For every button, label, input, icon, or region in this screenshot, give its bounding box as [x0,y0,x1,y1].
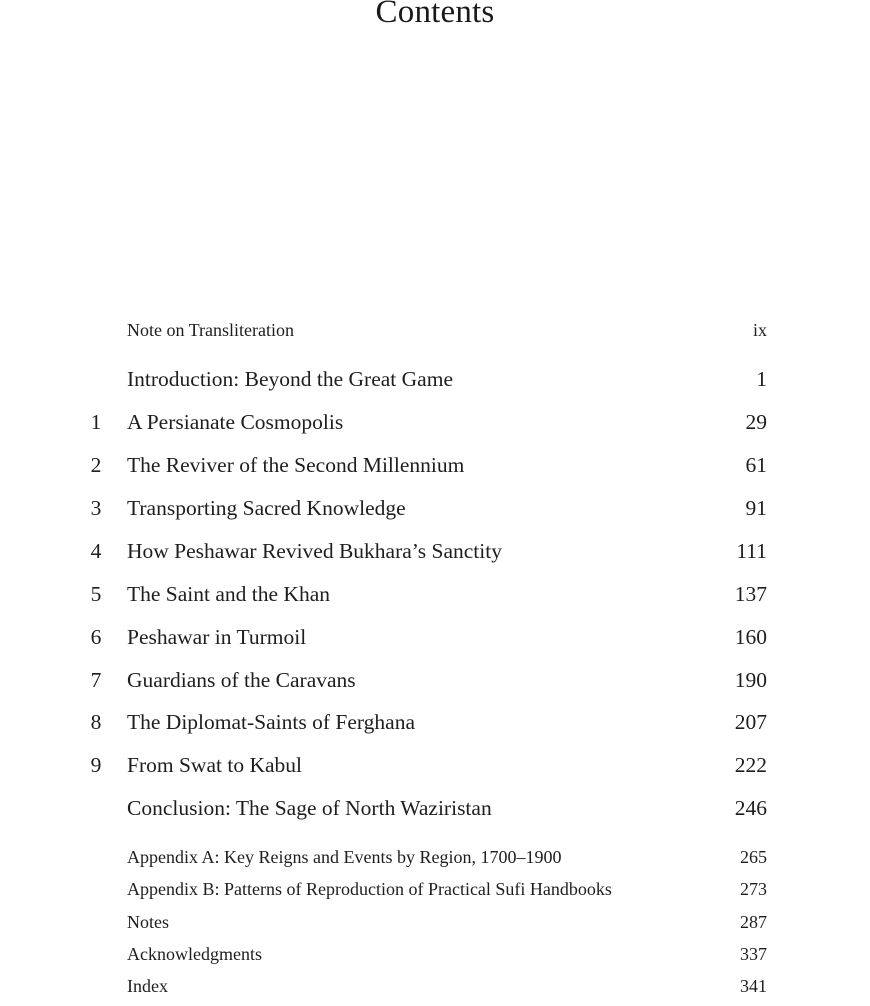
toc-entry-acknowledgments[interactable] [0,944,870,974]
chapter-number: 2 [90,453,102,477]
toc-entry-label: Acknowledgments [127,944,262,964]
chapter-number: 4 [90,539,102,563]
toc-entry-chapter-8[interactable] [0,710,870,740]
toc-entry-page: 137 [734,582,767,606]
toc-entry-page: 287 [740,912,767,932]
toc-entry-page: 61 [745,453,767,477]
toc-entry-page: 207 [734,710,767,734]
toc-entry-page: 111 [736,539,767,563]
toc-entry-label: Notes [127,912,169,932]
toc-entry-page: 160 [734,625,767,649]
toc-entry-chapter-2[interactable] [0,453,870,483]
toc-entry-appendix-a[interactable] [0,847,870,877]
toc-entry-label: The Saint and the Khan [127,582,331,606]
toc-entry-label: The Reviver of the Second Millennium [127,453,465,477]
toc-entry-notes[interactable] [0,912,870,942]
toc-entry-chapter-1[interactable] [0,410,870,440]
toc-entry-page: 246 [734,796,767,820]
chapter-number: 7 [90,668,102,692]
toc-entry-label: How Peshawar Revived Bukhara’s Sanctity [127,539,502,563]
page-title: Contents [375,0,495,30]
toc-entry-label: Transporting Sacred Knowledge [127,496,406,520]
toc-entry-page: 265 [740,847,767,867]
toc-entry-page: 273 [740,879,767,899]
toc-entry-page: 91 [745,496,767,520]
toc-entry-chapter-9[interactable] [0,753,870,783]
toc-entry-chapter-7[interactable] [0,668,870,698]
toc-entry-page: ix [752,320,767,340]
toc-entry-introduction[interactable] [0,367,870,397]
toc-entry-page: 341 [740,976,767,996]
toc-entry-label: A Persianate Cosmopolis [127,410,344,434]
toc-entry-conclusion[interactable] [0,796,870,826]
toc-entry-index[interactable] [0,976,870,1006]
toc-entry-label: From Swat to Kabul [127,753,302,777]
toc-entry-page: 190 [734,668,767,692]
chapter-number: 1 [90,410,102,434]
chapter-number: 9 [90,753,102,777]
toc-entry-label: Peshawar in Turmoil [127,625,307,649]
toc-entry-label: The Diplomat-Saints of Ferghana [127,710,416,734]
toc-entry-chapter-5[interactable] [0,582,870,612]
toc-entry-label: Guardians of the Caravans [127,668,356,692]
toc-entry-label: Appendix A: Key Reigns and Events by Region, 1700–1900 [127,847,562,867]
toc-entry-chapter-4[interactable] [0,539,870,569]
toc-entry-label: Conclusion: The Sage of North Waziristan [127,796,492,820]
chapter-number: 6 [90,625,102,649]
toc-entry-label: Index [127,976,168,996]
toc-entry-page: 29 [745,410,767,434]
toc-entry-page: 1 [756,367,767,391]
toc-entry-label: Appendix B: Patterns of Reproduction of Practical Sufi Handbooks [127,879,612,899]
toc-entry-chapter-3[interactable] [0,496,870,526]
chapter-number: 8 [90,710,102,734]
toc-entry-page: 337 [740,944,767,964]
toc-entry-label: Introduction: Beyond the Great Game [127,367,453,391]
toc-entry-label: Note on Transliteration [127,320,294,340]
toc-entry-note-on-transliteration[interactable] [0,320,870,350]
chapter-number: 3 [90,496,102,520]
toc-entry-appendix-b[interactable] [0,879,870,909]
chapter-number: 5 [90,582,102,606]
toc-entry-chapter-6[interactable] [0,625,870,655]
toc-entry-page: 222 [734,753,767,777]
